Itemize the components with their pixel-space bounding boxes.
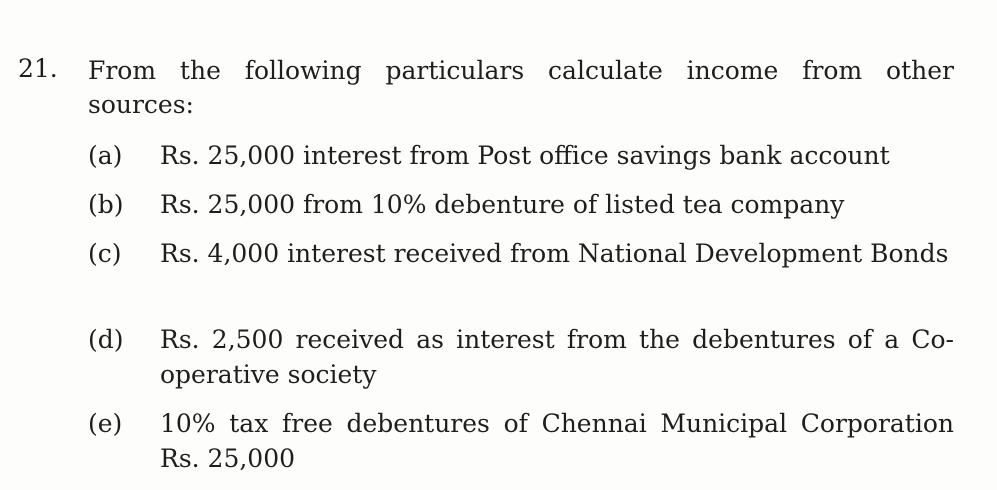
item-text: Rs. 4,000 interest received from National Development Bonds	[160, 239, 949, 268]
list-item-a	[88, 138, 954, 173]
item-text: 10% tax free debentures of Chennai Municipal Corporation Rs. 25,000	[160, 409, 954, 473]
item-label: (c)	[88, 239, 122, 268]
item-text: Rs. 2,500 received as interest from the debentures of a Co-operative society	[160, 325, 954, 389]
question-number: 21.	[18, 54, 58, 83]
item-text: Rs. 25,000 from 10% debenture of listed tea company	[160, 190, 845, 219]
question-text: From the following particulars calculate income from other sources:	[88, 56, 954, 119]
item-label: (b)	[88, 190, 124, 219]
item-label: (d)	[88, 325, 124, 354]
item-label: (e)	[88, 409, 123, 438]
list-item-d	[88, 322, 954, 392]
item-label: (a)	[88, 141, 123, 170]
list-item-c	[88, 236, 954, 271]
list-item-e	[88, 406, 954, 476]
list-item-b	[88, 187, 954, 222]
item-text: Rs. 25,000 interest from Post office savings bank account	[160, 141, 890, 170]
